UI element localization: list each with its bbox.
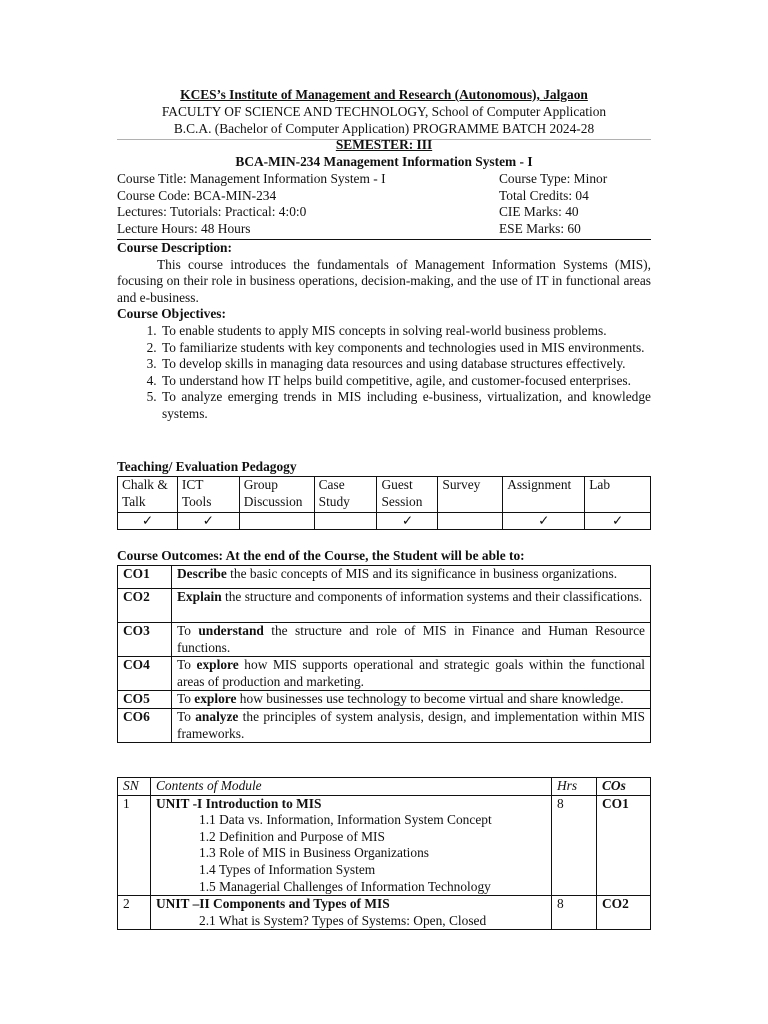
unit-title: UNIT –II Components and Types of MIS bbox=[156, 896, 390, 912]
check-icon: ✓ bbox=[503, 513, 585, 530]
module-row: 2 UNIT –II Components and Types of MIS 2.1 What is System? Types of Systems: Open, Closed 8 CO2 bbox=[118, 896, 651, 930]
check-icon: ✓ bbox=[118, 513, 178, 530]
course-heading: BCA-MIN-234 Management Information System - I bbox=[235, 154, 533, 169]
modules-table bbox=[117, 777, 651, 930]
module-topic: 1.1 Data vs. Information, Information System Concept bbox=[199, 812, 492, 828]
description-heading: Course Description: bbox=[117, 240, 232, 255]
hrs-header: Hrs bbox=[552, 778, 597, 796]
module-row: 1 UNIT -I Introduction to MIS 1.1 Data vs. Information, Information System Concept 1.2 Definition and Purpose of MIS 1.3 Role of MIS in Business Organizations 1.4 Types of Information System 1.5 Managerial Challenges of Information Technology 8 CO1 bbox=[118, 795, 651, 896]
objective-item: 4. To understand how IT helps build competitive, agile, and customer-focused enterprises. bbox=[160, 373, 651, 390]
description-text: This course introduces the fundamentals of Management Information Systems (MIS), focusing on their role in business operations, decision-making, and the use of IT in functional areas and e-business. bbox=[117, 256, 651, 305]
pedagogy-cell bbox=[438, 513, 503, 530]
contents-header: Contents of Module bbox=[151, 778, 552, 796]
module-topic: 1.2 Definition and Purpose of MIS bbox=[199, 828, 385, 844]
course-title: Course Title: Management Information System - I bbox=[117, 171, 386, 186]
cie-marks: CIE Marks: 40 bbox=[499, 204, 579, 220]
pedagogy-cell bbox=[314, 513, 377, 530]
objective-item: 2. To familiarize students with key components and technologies used in MIS environments. bbox=[160, 340, 651, 357]
pedagogy-header: Group Discussion bbox=[239, 477, 314, 513]
sn-header: SN bbox=[118, 778, 151, 796]
total-credits: Total Credits: 04 bbox=[499, 187, 589, 203]
module-topic: 1.3 Role of MIS in Business Organizations bbox=[199, 845, 429, 861]
outcome-row: CO5 To explore how businesses use technology to become virtual and share knowledge. bbox=[118, 691, 651, 709]
pedagogy-header: Case Study bbox=[314, 477, 377, 513]
check-icon: ✓ bbox=[377, 513, 438, 530]
pedagogy-header: Lab bbox=[585, 477, 651, 513]
outcome-row: CO6 To analyze the principles of system analysis, design, and implementation within MIS frameworks. bbox=[118, 708, 651, 742]
modules-header-row bbox=[118, 778, 651, 796]
outcome-row: CO1 Describe the basic concepts of MIS and its significance in business organizations. bbox=[118, 566, 651, 589]
ese-marks: ESE Marks: 60 bbox=[499, 220, 581, 236]
objective-item: 3. To develop skills in managing data resources and using database structures effectively. bbox=[160, 356, 651, 373]
lecture-structure: Lectures: Tutorials: Practical: 4:0:0 bbox=[117, 204, 307, 220]
check-icon: ✓ bbox=[177, 513, 239, 530]
objective-item: 1. To enable students to apply MIS concepts in solving real-world business problems. bbox=[160, 323, 651, 340]
cos-header: COs bbox=[597, 778, 651, 796]
unit-title: UNIT -I Introduction to MIS bbox=[156, 795, 322, 811]
course-type: Course Type: Minor bbox=[499, 171, 608, 186]
programme-name: B.C.A. (Bachelor of Computer Application) PROGRAMME BATCH 2024-28 bbox=[173, 121, 595, 136]
pedagogy-header: Chalk & Talk bbox=[118, 477, 178, 513]
pedagogy-header: Survey bbox=[438, 477, 503, 513]
pedagogy-header: ICT Tools bbox=[177, 477, 239, 513]
pedagogy-heading: Teaching/ Evaluation Pedagogy bbox=[117, 459, 297, 474]
module-topic: 1.5 Managerial Challenges of Information Technology bbox=[199, 878, 491, 894]
pedagogy-header: Assignment bbox=[503, 477, 585, 513]
faculty-name: FACULTY OF SCIENCE AND TECHNOLOGY, School of Computer Application bbox=[161, 104, 607, 119]
semester-label: SEMESTER: III bbox=[335, 137, 433, 152]
outcomes-table bbox=[117, 565, 651, 743]
objectives-list bbox=[117, 323, 651, 423]
outcome-row: CO4 To explore how MIS supports operational and strategic goals within the functional areas of production and marketing. bbox=[118, 657, 651, 691]
module-topic: 1.4 Types of Information System bbox=[199, 861, 376, 877]
outcome-row: CO2 Explain the structure and components of information systems and their classifications. bbox=[118, 589, 651, 623]
outcome-row: CO3 To understand the structure and role of MIS in Finance and Human Resource functions. bbox=[118, 623, 651, 657]
module-topic: 2.1 What is System? Types of Systems: Open, Closed bbox=[199, 912, 487, 928]
course-description bbox=[117, 240, 651, 423]
lecture-hours: Lecture Hours: 48 Hours bbox=[117, 220, 251, 236]
course-info bbox=[117, 171, 651, 237]
course-code: Course Code: BCA-MIN-234 bbox=[117, 187, 277, 203]
objectives-heading: Course Objectives: bbox=[117, 306, 226, 322]
objective-item: 5. To analyze emerging trends in MIS including e-business, virtualization, and knowledge systems. bbox=[160, 389, 651, 422]
institute-name: KCES’s Institute of Management and Research (Autonomous), Jalgaon bbox=[180, 87, 588, 102]
outcomes-heading: Course Outcomes: At the end of the Course, the Student will be able to: bbox=[117, 548, 525, 563]
pedagogy-header: Guest Session bbox=[377, 477, 438, 513]
pedagogy-cell bbox=[239, 513, 314, 530]
pedagogy-table bbox=[117, 476, 651, 530]
check-icon: ✓ bbox=[585, 513, 651, 530]
